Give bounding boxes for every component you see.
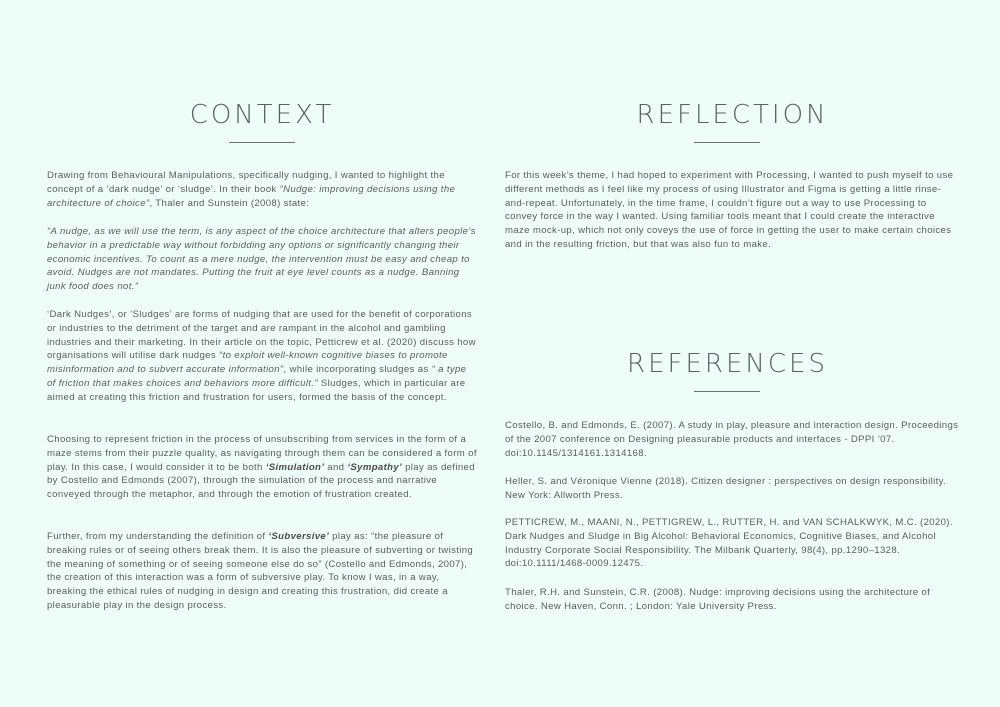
context-paragraph-3: ‘Dark Nudges’, or ‘Sludges’ are forms of nudging that are used for the benefit of corporations or industries to the detriment of the target and are rampant in the alcohol and gambling industries and their marketing. In their article on the topic, Petticrew et al. (2020) discuss how organisations will utilise dark nudges “to exploit well-known cognitive biases to promote misinformation and to subvert accurate information”, while incorporating sludges as “ a type of friction that makes choices and behaviors more difficult.” Sludges, which in particular are aimed at creating this friction and frustration for users, formed the basis of the concept. [47, 309, 476, 403]
context-quote: “A nudge, as we will use the term, is any aspect of the choice architecture that alters people’s behavior in a predictable way without forbidding any options or significantly changing their economic incentives. To count as a mere nudge, the intervention must be easy and cheap to avoid. Nudges are not mandates. Putting the fruit at eye level counts as a nudge. Banning junk food does not.” [47, 226, 476, 293]
context-divider [229, 142, 295, 143]
context-paragraph-1: Drawing from Behavioural Manipulations, specifically nudging, I wanted to highlight the concept of a ‘dark nudge’ or ‘sludge’. In their book “Nudge: improving decisions using the architecture of choice”, Thaler and Sunstein (2008) state: [47, 170, 456, 209]
reference-item: Costello, B. and Edmonds, E. (2007). A study in play, pleasure and interaction design. Proceedings of the 2007 conference on Designing pleasurable products and interfaces - DPPI ’07. doi:10.1145/1314161.1314168. [505, 420, 959, 459]
context-paragraph-5: Further, from my understanding the definition of ‘Subversive’ play as: “the pleasure of breaking rules or of seeing others break them. It is also the pleasure of subverting or twisting the meaning of something or of seeing someone else do so” (Costello and Edmonds, 2007), the creation of this interaction was a form of subversive play. To know I was, in a way, breaking the ethical rules of nudging in design and creating this frustration, did create a pleasurable play in the design process. [47, 531, 474, 611]
reflection-divider [694, 142, 760, 143]
context-paragraph-4: Choosing to represent friction in the process of unsubscribing from services in the form of a maze stems from their puzzle quality, as navigating through them can be considered a form of play. In this case, I would consider it to be both ‘Simulation’ and ‘Sympathy’ play as defined by Costello and Edmonds (2007), through the simulation of the process and narrative conveyed through the metaphor, and through the emotion of frustration created. [47, 434, 477, 501]
reflection-heading: REFLECTION [636, 100, 829, 130]
references-heading: REFERENCES [627, 349, 828, 379]
context-heading: CONTEXT [189, 100, 335, 130]
reflection-text: For this week’s theme, I had hoped to experiment with Processing, I wanted to push myself to use different methods as I feel like my process of using Illustrator and Figma is getting a little rinse-and-repeat. Unfortunately, in the time frame, I couldn’t figure out a way to use Processing to convey force in the way I wanted. Using familiar tools meant that I could create the interactive maze mock-up, which not only coveys the use of force in getting the user to make certain choices and in the resulting friction, but that was also fun to make. [505, 170, 954, 250]
reference-item: PETTICREW, M., MAANI, N., PETTIGREW, L., RUTTER, H. and VAN SCHALKWYK, M.C. (2020). Dark Nudges and Sludge in Big Alcohol: Behavioral Economics, Cognitive Biases, and Alcohol Industry Corporate Social Responsibility. The Milbank Quarterly, 98(4), pp.1290–1328. doi:10.1111/1468-0009.12475. [505, 517, 953, 570]
reference-item: Heller, S. and Véronique Vienne (2018). Citizen designer : perspectives on design responsibility. New York: Allworth Press. [505, 476, 947, 501]
references-divider [694, 391, 760, 392]
reference-item: Thaler, R.H. and Sunstein, C.R. (2008). Nudge: improving decisions using the architecture of choice. New Haven, Conn. ; London: Yale University Press. [505, 587, 931, 612]
